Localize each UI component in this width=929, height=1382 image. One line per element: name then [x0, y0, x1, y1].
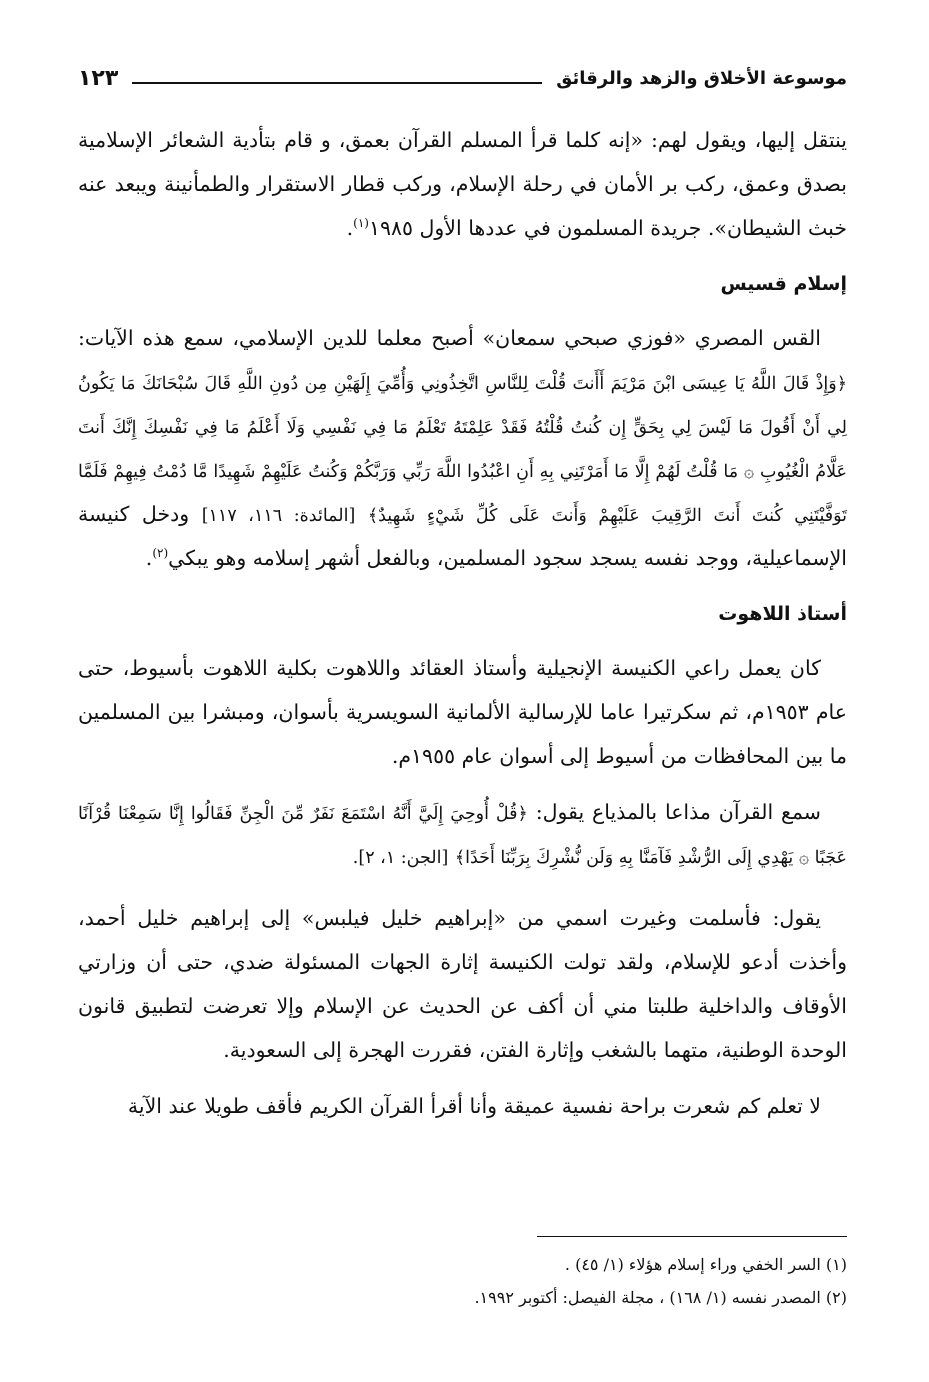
paragraph-5: يقول: فأسلمت وغيرت اسمي من «إبراهيم خليل فيلبس» إلى إبراهيم خليل أحمد، وأخذت أدعو للإسلام، ولقد تولت الكنيسة إثارة الجهات المسئولة ضدي، حتى أن وزارتي الأوقاف والداخلية طلبتا مني أن أكف عن الحديث عن الإسلام وإلا تعرضت لتطبيق قانون الوحدة الوطنية، متهما بالشغب وإثارة الفتن، فقررت الهجرة إلى السعودية.	[78, 906, 847, 1062]
paragraph-1	[78, 118, 847, 250]
footnotes	[78, 1248, 847, 1314]
paragraph-2-rest: ودخل كنيسة الإسماعيلية، ووجد نفسه يسجد سجود المسلمين، وبالفعل أشهر إسلامه وهو يبكي	[78, 502, 847, 570]
page-number: ١٢٣	[78, 65, 119, 91]
footnote-1: (١) السر الخفي وراء إسلام هؤلاء (١/ ٤٥) .	[564, 1255, 847, 1274]
verse-reference-maidah: [المائدة: ١١٦، ١١٧]	[201, 506, 356, 526]
quran-verse-maidah: ﴿وَإِذْ قَالَ اللَّهُ يَا عِيسَى ابْنَ مَرْيَمَ أَأَنتَ قُلْتَ لِلنَّاسِ اتَّخِذُونِي وَأُمِّيَ إِلَهَيْنِ مِن دُونِ اللَّهِ قَالَ سُبْحَانَكَ مَا يَكُونُ لِي أَنْ أَقُولَ مَا لَيْسَ لِي بِحَقٍّ إِن كُنتُ قُلْتُهُ فَقَدْ عَلِمْتَهُ تَعْلَمُ مَا فِي نَفْسِي وَلَا أَعْلَمُ مَا فِي نَفْسِكَ إِنَّكَ أَنتَ عَلَّامُ الْغُيُوبِ ۞ مَا قُلْتُ لَهُمْ إِلَّا مَا أَمَرْتَنِي بِهِ أَنِ اعْبُدُوا اللَّهَ رَبِّي وَرَبَّكُمْ وَكُنتُ عَلَيْهِمْ شَهِيدًا مَّا دُمْتُ فِيهِمْ فَلَمَّا تَوَفَّيْتَنِي كُنتَ أَنتَ الرَّقِيبَ عَلَيْهِمْ وَأَنتَ عَلَى كُلِّ شَيْءٍ شَهِيدٌ﴾	[78, 374, 848, 526]
footnote-marker-2: (٢)	[152, 546, 169, 561]
paragraph-4	[78, 790, 847, 878]
body-text	[78, 118, 847, 1128]
paragraph-1-text: ينتقل إليها، ويقول لهم: «إنه كلما قرأ المسلم القرآن بعمق، و قام بتأدية الشعائر الإسلامية بصدق وعمق، ركب بر الأمان في رحلة الإسلام، وركب قطار الاستقرار والطمأنينة ويبعد عنه خبث الشيطان». جريدة المسلمون في عددها الأول ١٩٨٥	[78, 128, 847, 240]
header-rule	[132, 82, 542, 84]
spacer	[78, 1072, 847, 1084]
paragraph-2-end: .	[145, 546, 153, 570]
running-header	[78, 58, 847, 98]
spacer	[78, 878, 847, 896]
paragraph-1-end: .	[346, 216, 354, 240]
spacer	[78, 778, 847, 790]
quran-verse-jinn: ﴿قُلْ أُوحِيَ إِلَيَّ أَنَّهُ اسْتَمَعَ نَفَرٌ مِّنَ الْجِنِّ فَقَالُوا إِنَّا سَمِعْنَا قُرْآنًا عَجَبًا ۞ يَهْدِي إِلَى الرُّشْدِ فَآمَنَّا بِهِ وَلَن نُّشْرِكَ بِرَبِّنَا أَحَدًا﴾	[78, 804, 847, 868]
paragraph-2-intro: القس المصري «فوزي صبحي سمعان» أصبح معلما للدين الإسلامي، سمع هذه الآيات:	[78, 326, 821, 350]
paragraph-4-intro: سمع القرآن مذاعا بالمذياع يقول:	[535, 800, 821, 824]
paragraph-3: كان يعمل راعي الكنيسة الإنجيلية وأستاذ العقائد واللاهوت بكلية اللاهوت بأسيوط، حتى عام ١٩٥٣م، ثم سكرتيرا عاما للإرسالية الألمانية السويسرية بأسوان، ومبشرا بين المسلمين ما بين المحافظات من أسيوط إلى أسوان عام ١٩٥٥م.	[78, 656, 848, 768]
footnote-2: (٢) المصدر نفسه (١/ ١٦٨) ، مجلة الفيصل: أكتوبر ١٩٩٢.	[474, 1288, 847, 1307]
section-heading-priest: إسلام قسيس	[720, 273, 847, 295]
verse-reference-jinn: [الجن: ١، ٢].	[352, 848, 449, 868]
header-title: موسوعة الأخلاق والزهد والرقائق	[556, 67, 847, 89]
footnote-separator	[537, 1236, 847, 1237]
footnote-marker-1: (١)	[353, 216, 369, 231]
paragraph-2	[78, 316, 847, 580]
paragraph-6: لا تعلم كم شعرت براحة نفسية عميقة وأنا أقرأ القرآن الكريم فأقف طويلا عند الآية	[127, 1094, 821, 1118]
section-heading-theology: أستاذ اللاهوت	[718, 603, 847, 625]
